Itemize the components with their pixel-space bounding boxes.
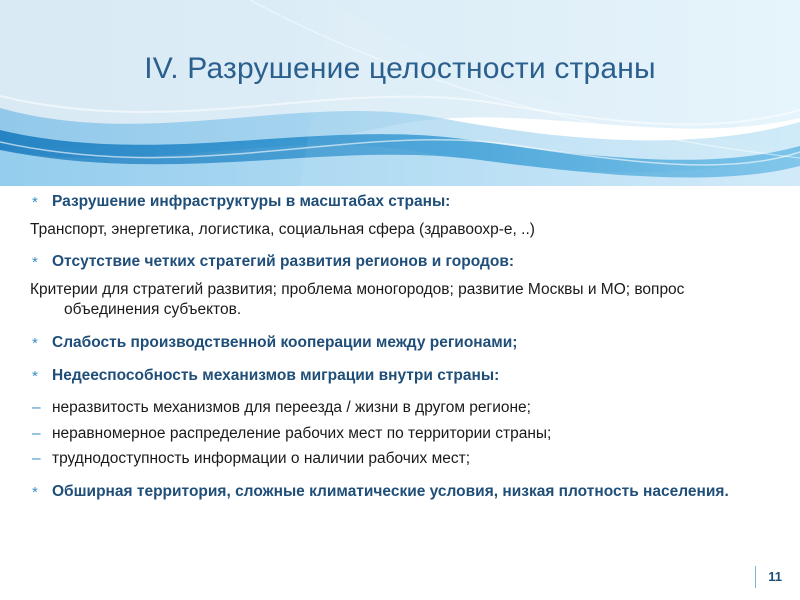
dash-text: труднодоступность информации о наличии рабочих мест; (52, 450, 471, 468)
asterisk-bullet-icon: * (32, 367, 38, 385)
dash-text: неразвитость механизмов для переезда / жизни в другом регионе; (52, 399, 531, 417)
dash-item (30, 449, 770, 470)
dash-item (30, 398, 770, 419)
dash-text: неравномерное распределение рабочих мест по территории страны; (52, 424, 552, 442)
dash-bullet-icon: – (32, 424, 41, 442)
bullet-text: Недееспособность механизмов миграции внутри страны: (52, 366, 500, 384)
page-title: IV. Разрушение целостности страны (144, 52, 656, 85)
dash-item (30, 424, 770, 445)
paragraph (30, 220, 770, 241)
bullet-item (30, 333, 770, 354)
asterisk-bullet-icon: * (32, 254, 38, 272)
asterisk-bullet-icon: * (32, 335, 38, 353)
paragraph (30, 280, 770, 321)
slide-body (30, 192, 770, 510)
bullet-item (30, 482, 770, 503)
asterisk-bullet-icon: * (32, 194, 38, 211)
bullet-text: Отсутствие четких стратегий развития регионов и городов: (52, 253, 515, 271)
bullet-item (30, 252, 770, 273)
bullet-text: Слабость производственной кооперации между регионами; (52, 334, 518, 352)
dash-bullet-icon: – (32, 399, 41, 417)
bullet-item (30, 366, 770, 387)
bullet-item (30, 192, 770, 213)
page-number: 11 (768, 569, 782, 584)
paragraph-text: Критерии для стратегий развития; проблема моногородов; развитие Москвы и МО; вопрос объединения субъектов. (30, 280, 685, 319)
bullet-text: Разрушение инфраструктуры в масштабах страны: (52, 193, 451, 210)
decorative-banner (0, 0, 800, 186)
paragraph-text: Транспорт, энергетика, логистика, социальная сфера (здравоохр-е, ..) (30, 220, 535, 238)
bullet-text: Обширная территория, сложные климатические условия, низкая плотность населения. (52, 483, 729, 501)
asterisk-bullet-icon: * (32, 484, 38, 502)
dash-bullet-icon: – (32, 450, 41, 468)
